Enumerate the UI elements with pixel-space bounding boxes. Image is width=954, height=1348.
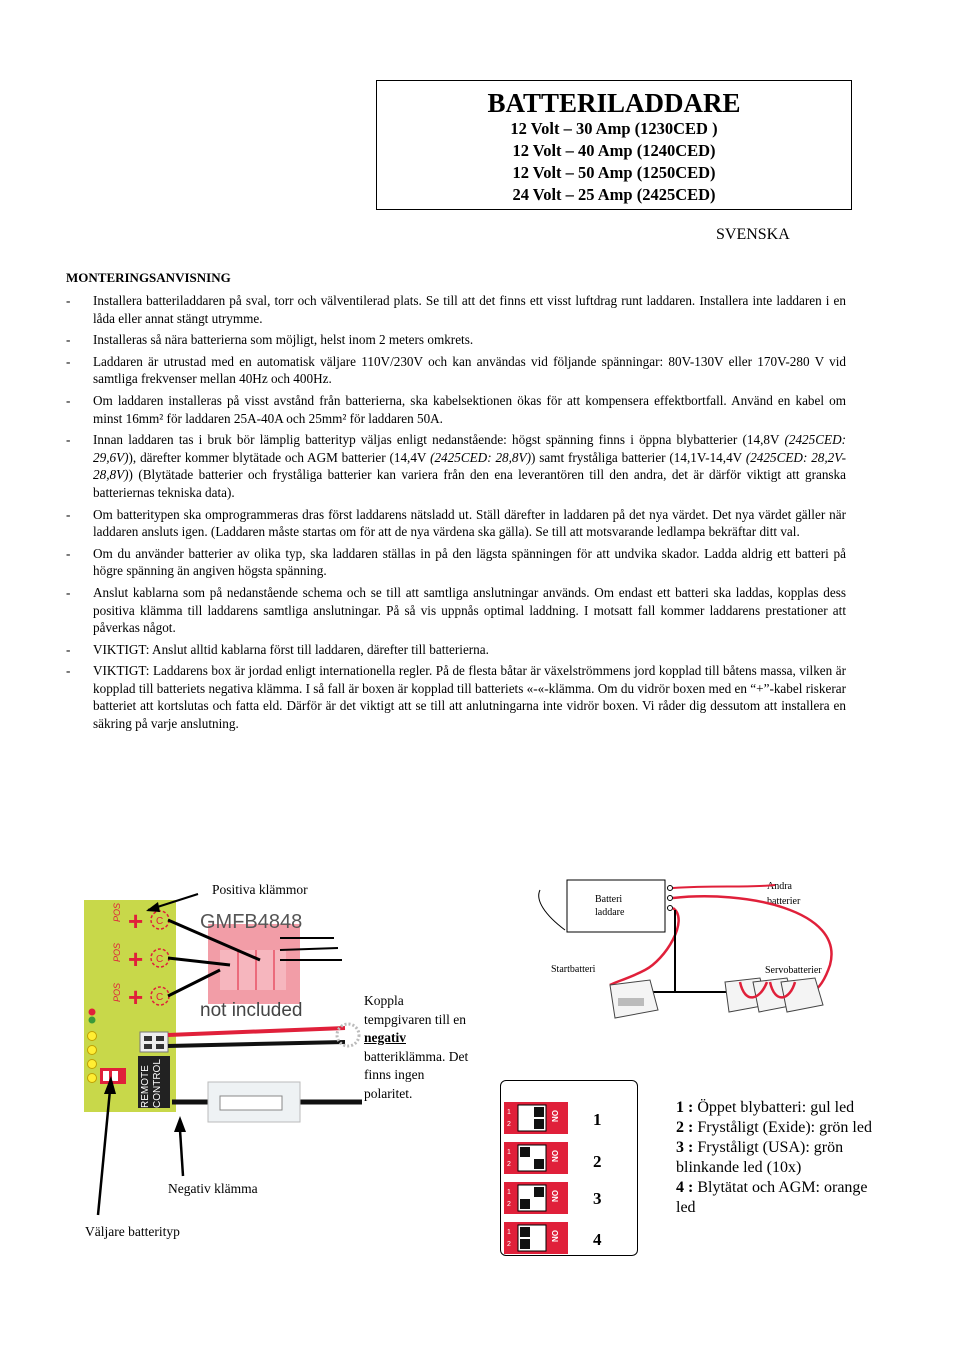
instruction-item: - VIKTIGT: Anslut alltid kablarna först till laddaren, därefter till batterierna. — [66, 641, 846, 659]
pos-label: POS — [112, 942, 122, 962]
led-icon — [88, 1032, 97, 1041]
charger-connection-diagram — [80, 880, 370, 1220]
instruction-item: - Om laddaren installeras på visst avstånd från batterierna, ska kabelsektionen ökas för att kompensera effektbortfall. Använd en kabel om minst 16mm² för laddaren 25A-40A och 25mm² för laddaren 50A. — [66, 392, 846, 427]
led-icon — [88, 1046, 97, 1055]
battery-wiring-diagram — [515, 870, 845, 1030]
instruction-item: - Om batteritypen ska omprogrammeras dras först laddarens nätsladd ut. Ställ därefter in laddaren på det nya värdet. Det nya värdet gäller när laddaren ansluts igen. (Laddaren måste startas om för att de nya värdena ska gälla). Se till att motsvarande ledlampa bekräftar ditt val. — [66, 506, 846, 541]
instruction-item: - Anslut kablarna som på nedanstående schema och se till att samtliga anslutningar används. Om endast ett batteri ska laddas, kopplas dess positiva klämma till laddarens samtliga anslutningar. På så vis uppnås optimal laddning. I motsatt fall kommer laddarens prestationer att påverkas något. — [66, 584, 846, 637]
positive-clamps-label: Positiva klämmor — [212, 882, 308, 897]
instruction-item: - Laddaren är utrustad med en automatisk väljare 110V/230V och kan användas vid följande spänningar: 80V-130V eller 170V-280 V vid samtliga frekvenser mellan 40Hz och 400Hz. — [66, 353, 846, 388]
dip-switch-setting-3 — [504, 1182, 568, 1214]
start-battery-label: Startbatteri — [551, 964, 596, 975]
svg-text:batterier: batterier — [767, 896, 801, 907]
svg-text:ON: ON — [550, 1110, 559, 1122]
led-icon — [89, 1017, 96, 1024]
led-icon — [88, 1074, 97, 1083]
start-battery-icon — [610, 980, 658, 1018]
dip-switch-setting-2 — [504, 1142, 568, 1174]
charger-box — [567, 880, 665, 932]
pos-label: POS — [112, 902, 122, 922]
svg-text:ON: ON — [550, 1190, 559, 1202]
page-title: BATTERILADDARE — [487, 88, 741, 118]
dip-number: 2 — [593, 1152, 602, 1171]
service-batteries-label: Servobatterier — [765, 965, 822, 976]
pos-label: POS — [112, 982, 122, 1002]
svg-text:Batteri: Batteri — [595, 894, 623, 905]
legend-item: 1 : Öppet blybatteri: gul led — [676, 1099, 855, 1116]
svg-text:laddare: laddare — [595, 907, 625, 918]
instruction-item: - Installera batteriladdaren på sval, torr och välventilerad plats. Se till att det finns ett visst luftdrag runt laddaren. Installera inte laddaren i en låda eller annat stängt utrymme. — [66, 292, 846, 327]
negative-clamp-label: Negativ klämma — [168, 1181, 258, 1196]
battery-type-selector-label: Väljare batterityp — [85, 1224, 180, 1239]
instruction-list — [66, 292, 846, 737]
terminal-label: C — [156, 916, 164, 927]
svg-text:2: 2 — [507, 1201, 511, 1208]
svg-text:ON: ON — [550, 1150, 559, 1162]
legend-item: 3 : Fryståligt (USA): grön blinkande led (10x) — [676, 1139, 844, 1176]
svg-text:2: 2 — [507, 1241, 511, 1248]
instruction-item: - Installeras så nära batterierna som möjligt, helst inom 2 meters omkrets. — [66, 331, 846, 349]
instruction-item: - VIKTIGT: Laddarens box är jordad enligt internationella regler. På de flesta båtar är växelströmmens jord kopplad till båtens massa, vilken är kopplad till batteriets negativa klämma. I så fall är boxen är kopplad till batteriets «-«-klämma. Om du vidrör boxen med en “+”-kabel riskerar batteriet att kortslutas och fatta eld. Därför är det viktigt att se till att anlutningarna inte vidrör boxen. Vi råder dig dessutom att installera en säkring på varje anslutning. — [66, 662, 846, 732]
battery-type-legend — [676, 1098, 876, 1218]
instruction-item: - Om du använder batterier av olika typ, ska laddaren ställas in på den lägsta spänningen för att undvika skador. Ladda aldrig ett batteri på högre spänning än angiven högsta spänning. — [66, 545, 846, 580]
terminal-label: C — [156, 992, 164, 1003]
model-line-1: 12 Volt – 30 Amp (1230CED ) — [510, 119, 718, 138]
svg-text:2: 2 — [507, 1121, 511, 1128]
svg-text:2: 2 — [507, 1161, 511, 1168]
svg-text:1: 1 — [507, 1109, 511, 1116]
service-battery-icon — [725, 978, 823, 1012]
instruction-item-battery-type: - Innan laddaren tas i bruk bör lämplig batterityp väljas enligt nedanstående: högst spänning finns i öppna blybatterier (14,8V (2425CED: 29,6V)), därefter kommer blytätade och AGM batterier (14,4V (2425CED: 28,8V)) samt fryståliga batterier (14,1V-14,4V (2425CED: 28,2V-28,8V)) (Blytätade batterier och fryståliga batterier kan variera från den ena leverantören till den andra, det är därför viktigt att granska batteriernas tekniska data). — [66, 431, 846, 501]
dip-number: 3 — [593, 1189, 602, 1208]
svg-text:ON: ON — [550, 1230, 559, 1242]
terminal-label: C — [156, 954, 164, 965]
model-line-4: 24 Volt – 25 Amp (2425CED) — [512, 185, 716, 204]
svg-text:1: 1 — [507, 1229, 511, 1236]
legend-item: 2 : Fryståligt (Exide): grön led — [676, 1119, 872, 1136]
dip-number: 4 — [593, 1230, 602, 1249]
plus-icon: + — [128, 944, 144, 974]
dip-switch-setting-1 — [504, 1102, 568, 1134]
fuse-model-label: GMFB4848 — [200, 911, 303, 933]
legend-item: 4 : Blytätat och AGM: orange led — [676, 1179, 868, 1216]
other-batteries-label: Andra — [767, 881, 792, 892]
plus-icon: + — [128, 906, 144, 936]
led-icon — [88, 1060, 97, 1069]
plus-icon: + — [128, 982, 144, 1012]
fuse-not-included-label: not included — [200, 1000, 303, 1021]
svg-text:1: 1 — [507, 1149, 511, 1156]
section-heading: MONTERINGSANVISNING — [66, 270, 231, 285]
model-line-3: 12 Volt – 50 Amp (1250CED) — [512, 163, 716, 182]
svg-text:1: 1 — [507, 1189, 511, 1196]
model-line-2: 12 Volt – 40 Amp (1240CED) — [512, 141, 716, 160]
temp-sensor-note: Koppla tempgivaren till en negativ batteriklämma. Det finns ingen polaritet. — [364, 993, 469, 1101]
dip-switch-setting-4 — [504, 1222, 568, 1254]
svg-text:CONTROL: CONTROL — [152, 1059, 163, 1108]
svg-text:REMOTE: REMOTE — [140, 1065, 151, 1108]
dip-number: 1 — [593, 1110, 602, 1129]
language-label: SVENSKA — [716, 226, 790, 243]
title-box — [376, 80, 852, 210]
dip-switch-settings — [504, 1102, 574, 1254]
led-icon — [89, 1009, 96, 1016]
